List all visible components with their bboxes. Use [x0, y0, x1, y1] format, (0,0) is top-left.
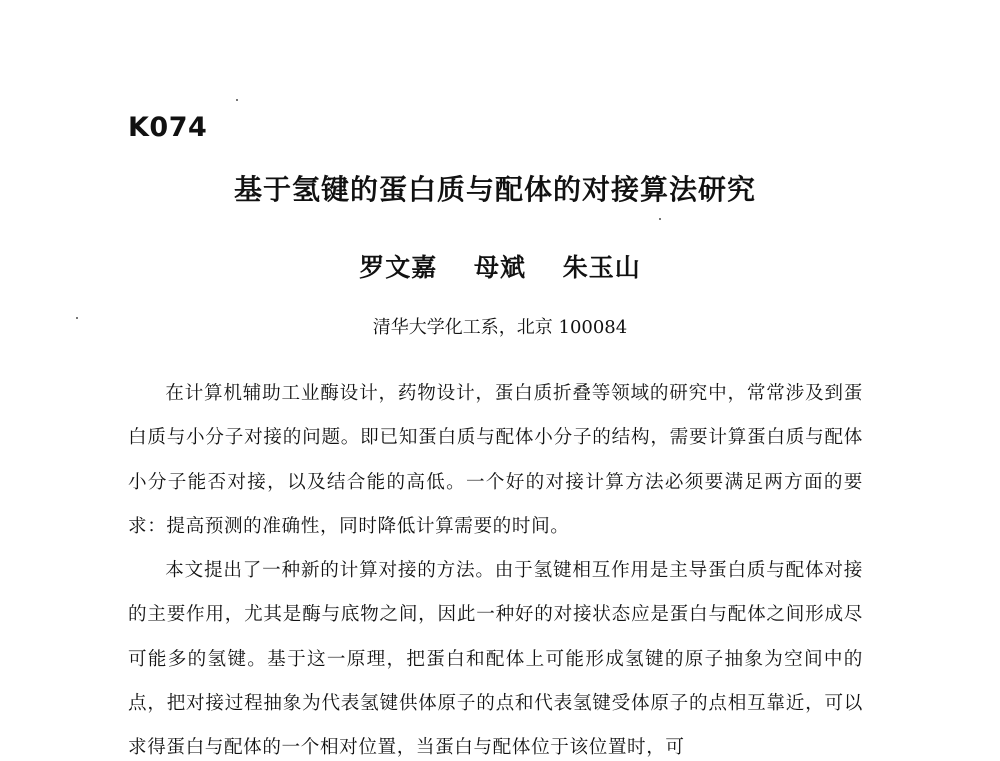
author-list	[0, 248, 1000, 284]
author-name: 朱玉山	[562, 253, 641, 282]
author-name: 母斌	[473, 253, 526, 282]
body-paragraph: 本文提出了一种新的计算对接的方法。由于氢键相互作用是主导蛋白质与配体对接的主要作用，尤其是酶与底物之间，因此一种好的对接状态应是蛋白与配体之间形成尽可能多的氢键。基于这一原理，把蛋白和配体上可能形成氢键的原子抽象为空间中的点，把对接过程抽象为代表氢键供体原子的点和代表氢键受体原子的点相互靠近，可以求得蛋白与配体的一个相对位置，当蛋白与配体位于该位置时，可	[128, 560, 863, 759]
abstract-body	[128, 372, 863, 761]
paper-title: 基于氢键的蛋白质与配体的对接算法研究	[233, 173, 756, 206]
affiliation: 清华大学化工系，北京 100084	[372, 317, 628, 338]
paper-code: K074	[128, 112, 208, 143]
author-name: 罗文嘉	[359, 253, 438, 282]
scan-speck	[236, 99, 238, 101]
scan-speck	[659, 218, 661, 220]
body-paragraph: 在计算机辅助工业酶设计，药物设计，蛋白质折叠等领域的研究中，常常涉及到蛋白质与小分子对接的问题。即已知蛋白质与配体小分子的结构，需要计算蛋白质与配体小分子能否对接，以及结合能的高低。一个好的对接计算方法必须要满足两方面的要求：提高预测的准确性，同时降低计算需要的时间。	[128, 383, 863, 537]
